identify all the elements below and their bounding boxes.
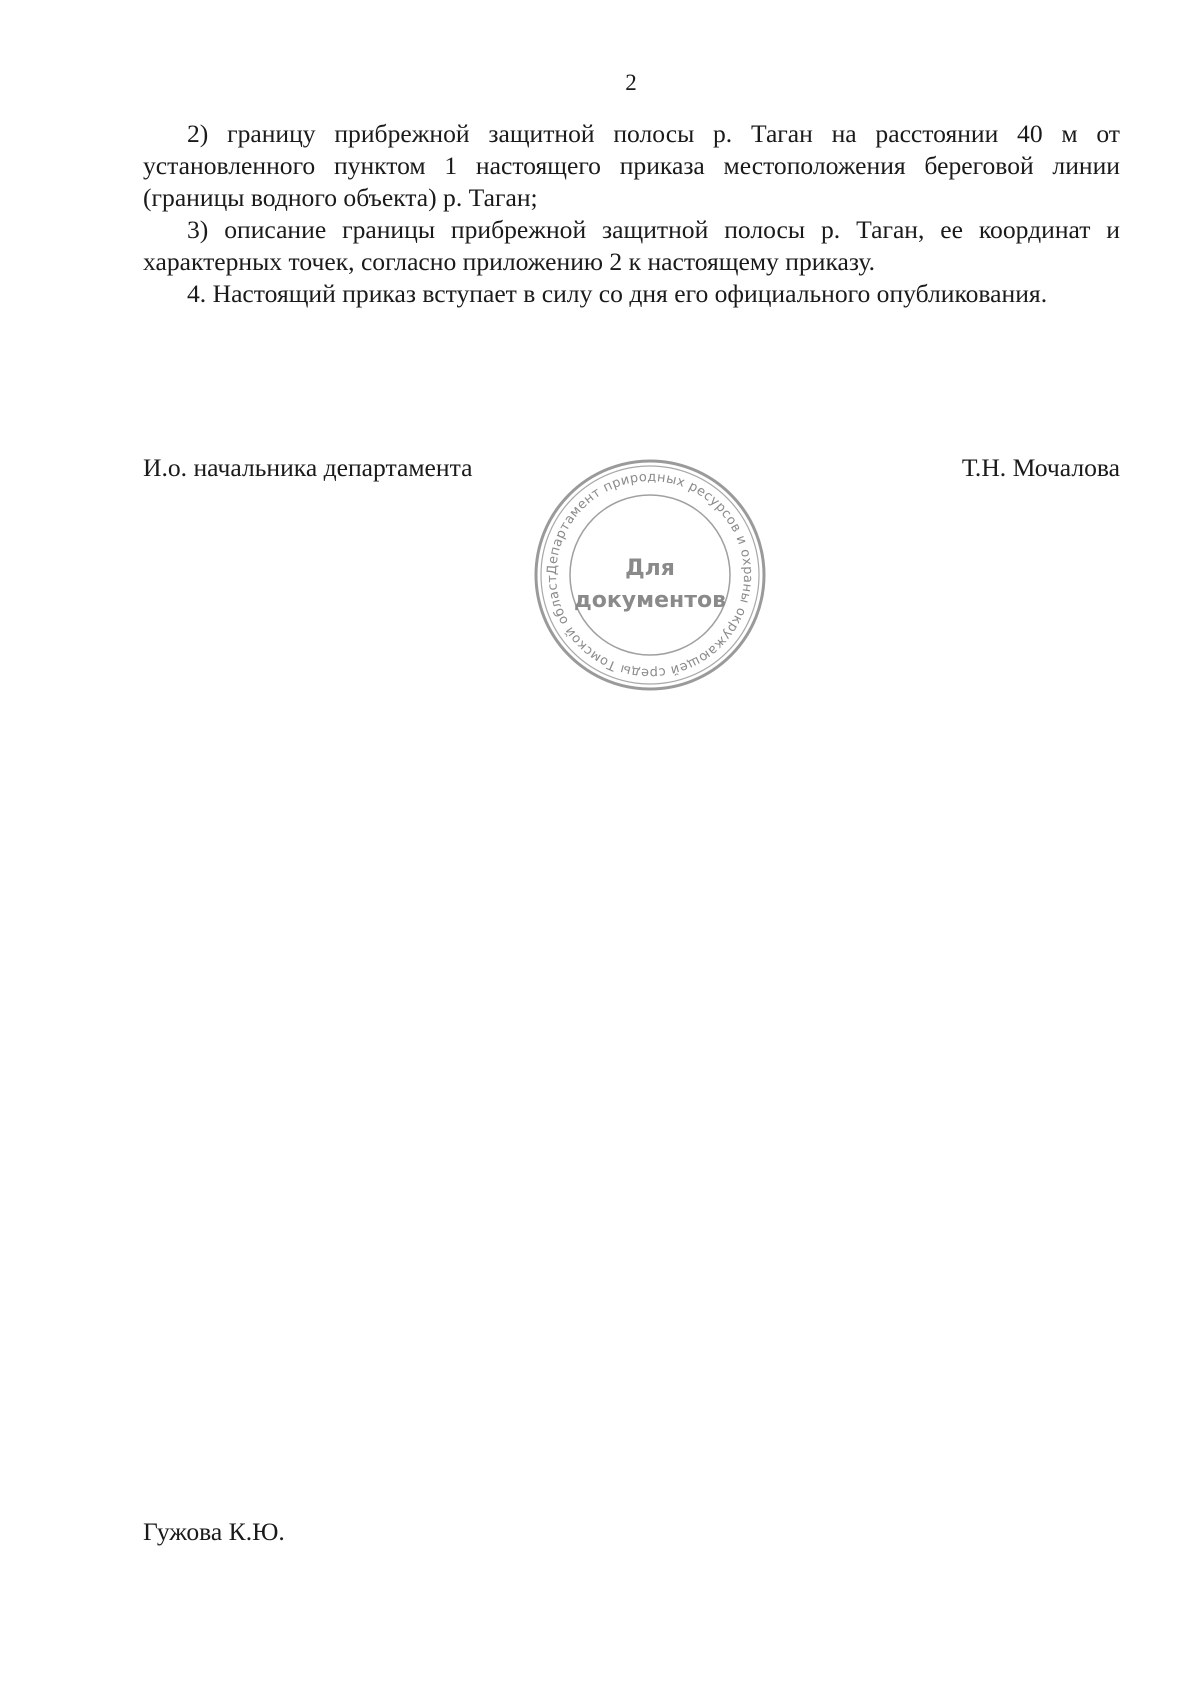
seal-graphic <box>530 455 770 695</box>
official-seal <box>530 455 770 695</box>
signatory-name: Т.Н. Мочалова <box>961 453 1120 482</box>
seal-center-line2: документов <box>573 588 727 613</box>
seal-center-line1: Для <box>625 556 675 581</box>
seal-outer-text: Департамент природных ресурсов и охраны окружающей среды Томской област <box>544 469 756 681</box>
paragraph-item-2: 2) границу прибрежной защитной полосы р. Таган на расстоянии 40 м от установленного пунктом 1 настоящего приказа местоположения береговой линии (границы водного объекта) р. Таган; <box>143 119 1120 212</box>
signatory-position: И.о. начальника департамента <box>143 453 473 482</box>
paragraph-item-3: 3) описание границы прибрежной защитной полосы р. Таган, ее координат и характерных точек, согласно приложению 2 к настоящему приказу. <box>143 215 1120 276</box>
page-number: 2 <box>625 70 637 95</box>
order-body-text <box>143 118 1120 310</box>
executor-name: Гужова К.Ю. <box>143 1517 285 1546</box>
paragraph-4: 4. Настоящий приказ вступает в силу со дня его официального опубликования. <box>187 279 1048 308</box>
